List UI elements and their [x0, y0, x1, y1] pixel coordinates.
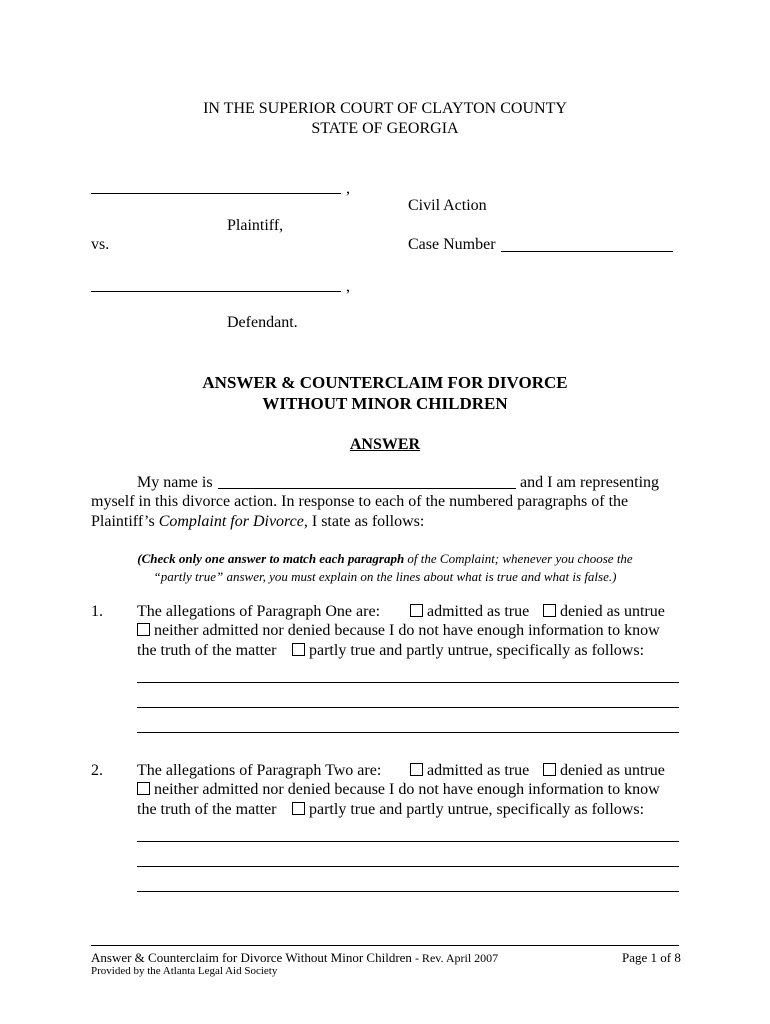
checkbox-icon[interactable] [137, 623, 150, 636]
item-lead: The allegations of Paragraph Two are: [137, 762, 382, 779]
checkbox-icon[interactable] [543, 763, 556, 776]
partly-option[interactable]: partly true and partly untrue, specifically as follows: [292, 642, 644, 660]
denied-option[interactable]: denied as untrue [543, 762, 665, 780]
plaintiff-name-line[interactable] [91, 193, 341, 194]
checkbox-icon[interactable] [410, 763, 423, 776]
document-title-line2: WITHOUT MINOR CHILDREN [262, 394, 508, 413]
my-name-line[interactable] [218, 488, 516, 489]
page-number: Page 1 of 8 [622, 950, 681, 965]
answer-heading: ANSWER [349, 436, 421, 453]
explanation-line[interactable] [137, 841, 679, 842]
item-lead: The allegations of Paragraph One are: [137, 603, 381, 620]
civil-action-label: Civil Action [408, 197, 487, 214]
truth-label: the truth of the matter [137, 642, 277, 659]
admitted-option[interactable]: admitted as true [410, 603, 529, 621]
item-number: 1. [91, 603, 103, 620]
plaintiff-label: Plaintiff, [227, 217, 284, 234]
defendant-name-line[interactable] [91, 291, 341, 292]
footer-title: Answer & Counterclaim for Divorce Without Minor Children - Rev. April 2007 [91, 950, 499, 965]
neither-option[interactable]: neither admitted nor denied because I do not have enough information to know [137, 781, 660, 799]
denied-option[interactable]: denied as untrue [543, 603, 665, 621]
checkbox-icon[interactable] [410, 604, 423, 617]
checkbox-icon[interactable] [543, 604, 556, 617]
truth-label: the truth of the matter [137, 801, 277, 818]
neither-option[interactable]: neither admitted nor denied because I do not have enough information to know [137, 622, 660, 640]
intro-representing: and I am representing [520, 474, 660, 491]
intro-line2: myself in this divorce action. In response to each of the numbered paragraphs of the [91, 493, 629, 510]
complaint-title: Complaint for Divorce [158, 513, 304, 530]
case-number-label: Case Number [408, 236, 496, 253]
partly-option[interactable]: partly true and partly untrue, specifically as follows: [292, 801, 644, 819]
instruction-line1: (Check only one answer to match each paragraph of the Complaint; whenever you choose the [137, 551, 633, 566]
defendant-label: Defendant. [227, 314, 298, 331]
plaintiff-comma: , [346, 180, 350, 197]
footer-divider [91, 945, 679, 946]
checkbox-icon[interactable] [292, 802, 305, 815]
document-title-line1: ANSWER & COUNTERCLAIM FOR DIVORCE [202, 373, 568, 392]
intro-line3: Plaintiff’s Complaint for Divorce, I state as follows: [91, 513, 425, 530]
footer-provider: Provided by the Atlanta Legal Aid Society [91, 965, 278, 977]
admitted-option[interactable]: admitted as true [410, 762, 529, 780]
court-state: STATE OF GEORGIA [311, 120, 459, 137]
item-number: 2. [91, 762, 103, 779]
versus-label: vs. [91, 236, 110, 253]
checkbox-icon[interactable] [292, 643, 305, 656]
intro-my-name: My name is [137, 474, 213, 491]
instruction-line2: “partly true” answer, you must explain on the lines about what is true and what is false.) [153, 569, 617, 584]
court-name: IN THE SUPERIOR COURT OF CLAYTON COUNTY [203, 100, 567, 117]
defendant-comma: , [346, 278, 350, 295]
explanation-line[interactable] [137, 891, 679, 892]
checkbox-icon[interactable] [137, 782, 150, 795]
case-number-line[interactable] [501, 251, 673, 252]
explanation-line[interactable] [137, 732, 679, 733]
explanation-line[interactable] [137, 866, 679, 867]
explanation-line[interactable] [137, 707, 679, 708]
explanation-line[interactable] [137, 682, 679, 683]
